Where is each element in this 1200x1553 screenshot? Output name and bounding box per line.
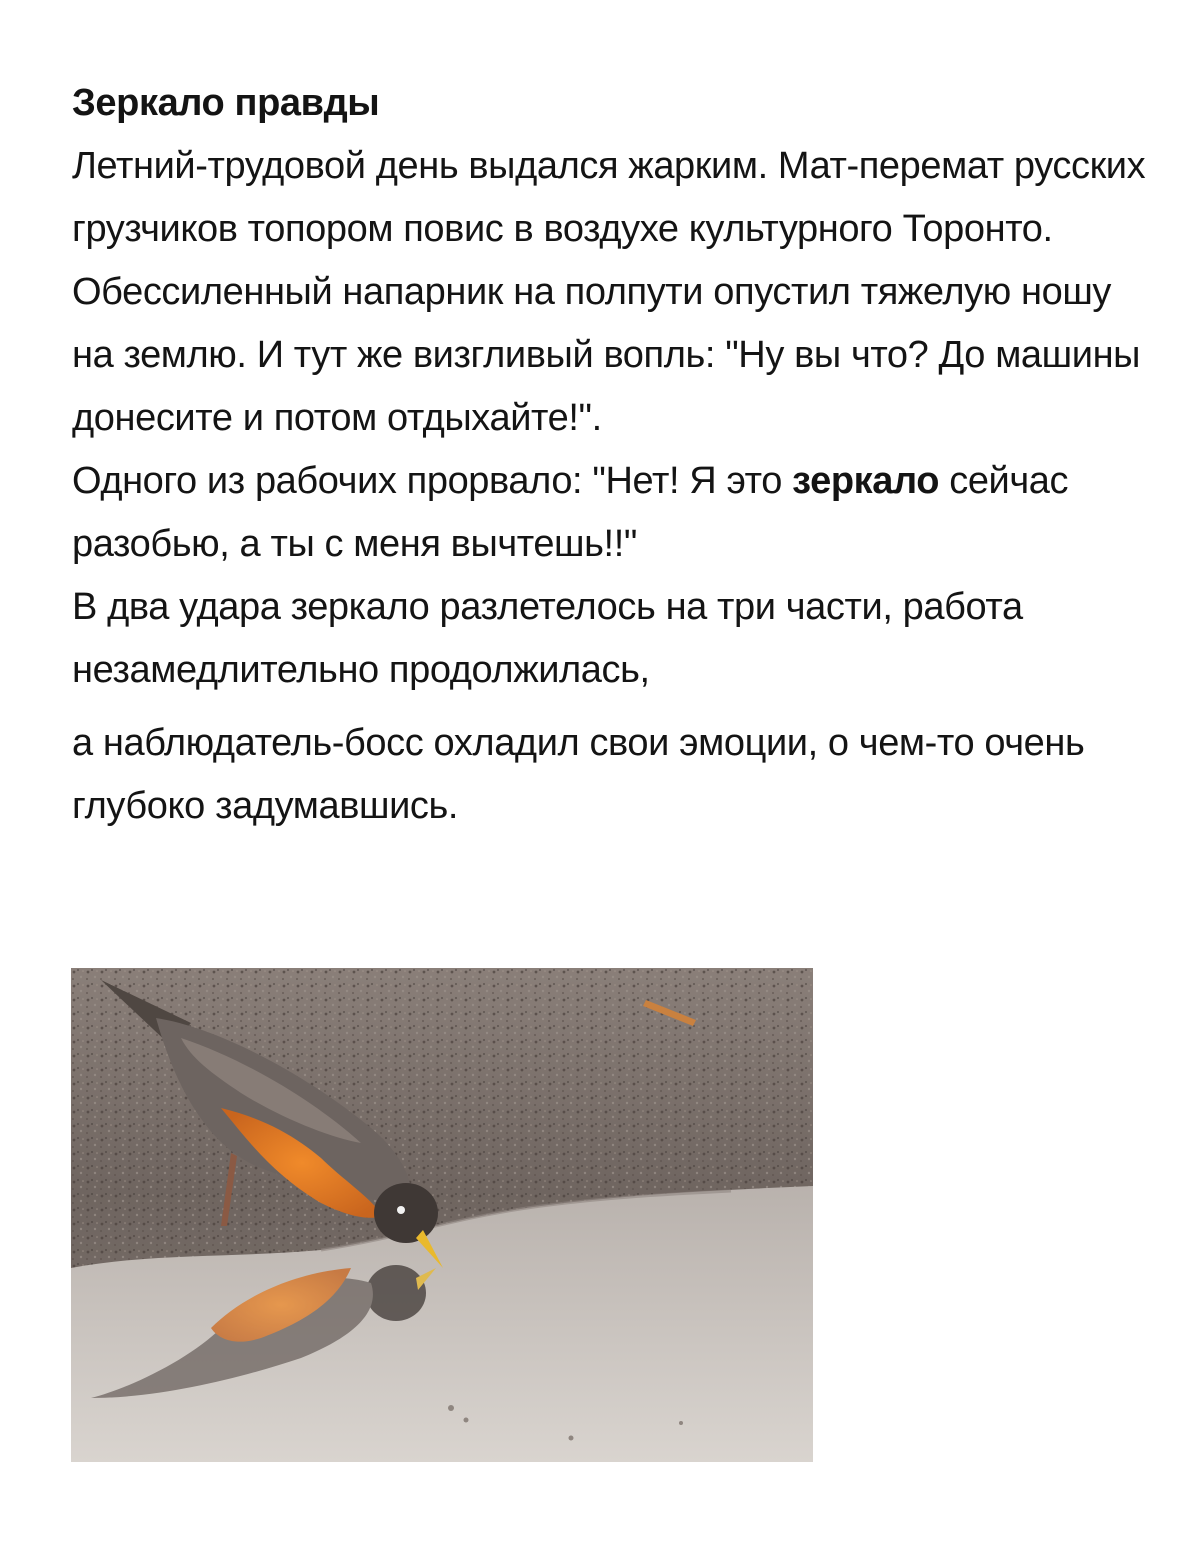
paragraph-2-end: сейчас разобью, а ты с меня вычтешь!!" xyxy=(72,460,1069,565)
robin-photo xyxy=(71,968,813,1462)
paragraph-2 xyxy=(72,450,1152,576)
paragraph-3: В два удара зеркало разлетелось на три части, работа незамедлительно продолжилась, xyxy=(72,586,1023,691)
article-text xyxy=(72,72,1152,838)
paragraph-2-bold-word: зеркало xyxy=(792,460,940,502)
article-title: Зеркало правды xyxy=(72,82,380,124)
paragraph-4: а наблюдатель-босс охладил свои эмоции, о чем-то очень глубоко задумавшись. xyxy=(72,722,1085,827)
paragraph-2-start: Одного из рабочих прорвало: "Нет! Я это xyxy=(72,460,793,502)
paragraph-1: Летний-трудовой день выдался жарким. Мат-перемат русских грузчиков топором повис в воздухе культурного Торонто. Обессиленный напарник на полпути опустил тяжелую ношу на землю. И тут же визгливый вопль: "Ну вы что? До машины донесите и потом отдыхайте!". xyxy=(72,145,1146,439)
